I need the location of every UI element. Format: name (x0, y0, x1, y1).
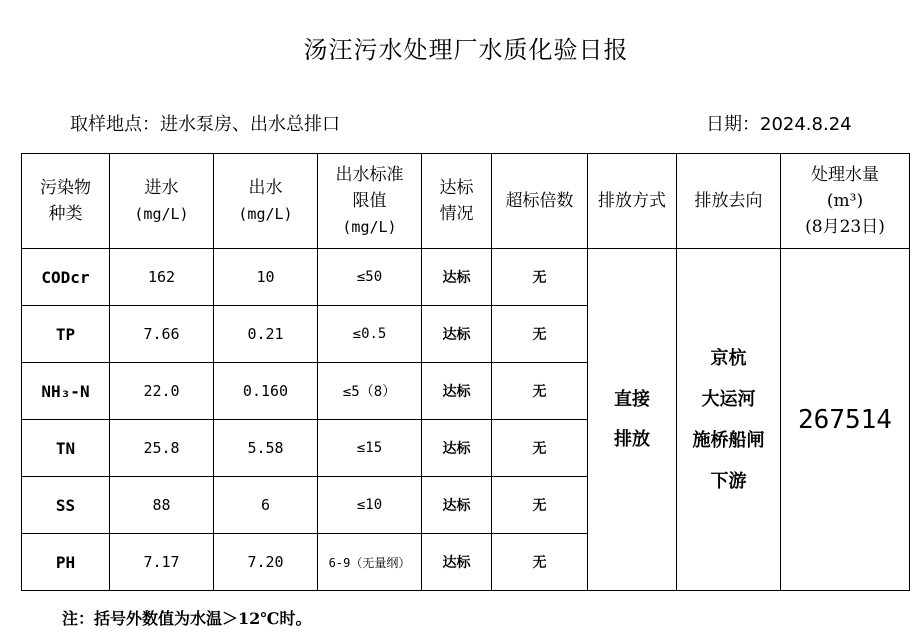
footnote: 注：括号外数值为水温＞12℃时。 (62, 609, 312, 628)
report-title: 汤汪污水处理厂水质化验日报 (303, 36, 629, 64)
compliance-status: 达标 (422, 534, 492, 591)
compliance-status: 达标 (422, 363, 492, 420)
effluent-value: 7.20 (214, 534, 318, 591)
pollutant-name: TN (22, 420, 110, 477)
limit-value: ≤0.5 (318, 306, 422, 363)
exceed-ratio: 无 (492, 306, 588, 363)
header-exceed-ratio: 超标倍数 (492, 154, 588, 249)
influent-value: 22.0 (110, 363, 214, 420)
exceed-ratio: 无 (492, 420, 588, 477)
pollutant-name: PH (22, 534, 110, 591)
compliance-status: 达标 (422, 249, 492, 306)
exceed-ratio: 无 (492, 477, 588, 534)
pollutant-name: SS (22, 477, 110, 534)
pollutant-name: TP (22, 306, 110, 363)
effluent-value: 0.21 (214, 306, 318, 363)
report-date: 日期：2024.8.24 (706, 114, 852, 135)
influent-value: 25.8 (110, 420, 214, 477)
sampling-location: 取样地点：进水泵房、出水总排口 (70, 114, 340, 135)
limit-value: 6-9（无量纲） (318, 534, 422, 591)
header-discharge-method: 排放方式 (588, 154, 677, 249)
effluent-value: 5.58 (214, 420, 318, 477)
limit-value: ≤50 (318, 249, 422, 306)
discharge-method: 直接 排放 (588, 249, 677, 591)
pollutant-name: NH₃-N (22, 363, 110, 420)
influent-value: 162 (110, 249, 214, 306)
table-row (22, 249, 910, 306)
influent-value: 88 (110, 477, 214, 534)
exceed-ratio: 无 (492, 249, 588, 306)
header-limit: 出水标准 限值 (mg/L) (318, 154, 422, 249)
influent-value: 7.66 (110, 306, 214, 363)
header-pollutant: 污染物 种类 (22, 154, 110, 249)
effluent-value: 10 (214, 249, 318, 306)
effluent-value: 0.160 (214, 363, 318, 420)
compliance-status: 达标 (422, 420, 492, 477)
pollutant-name: CODcr (22, 249, 110, 306)
effluent-value: 6 (214, 477, 318, 534)
header-treated-volume: 处理水量 (m³) (8月23日) (781, 154, 910, 249)
exceed-ratio: 无 (492, 363, 588, 420)
header-compliance: 达标 情况 (422, 154, 492, 249)
discharge-destination: 京杭 大运河 施桥船闸 下游 (677, 249, 781, 591)
header-effluent: 出水 (mg/L) (214, 154, 318, 249)
limit-value: ≤5（8） (318, 363, 422, 420)
water-quality-table (21, 153, 910, 591)
compliance-status: 达标 (422, 306, 492, 363)
header-influent: 进水 (mg/L) (110, 154, 214, 249)
limit-value: ≤10 (318, 477, 422, 534)
compliance-status: 达标 (422, 477, 492, 534)
table-header-row (22, 154, 910, 249)
exceed-ratio: 无 (492, 534, 588, 591)
header-discharge-destination: 排放去向 (677, 154, 781, 249)
influent-value: 7.17 (110, 534, 214, 591)
treated-volume: 267514 (781, 249, 910, 591)
limit-value: ≤15 (318, 420, 422, 477)
